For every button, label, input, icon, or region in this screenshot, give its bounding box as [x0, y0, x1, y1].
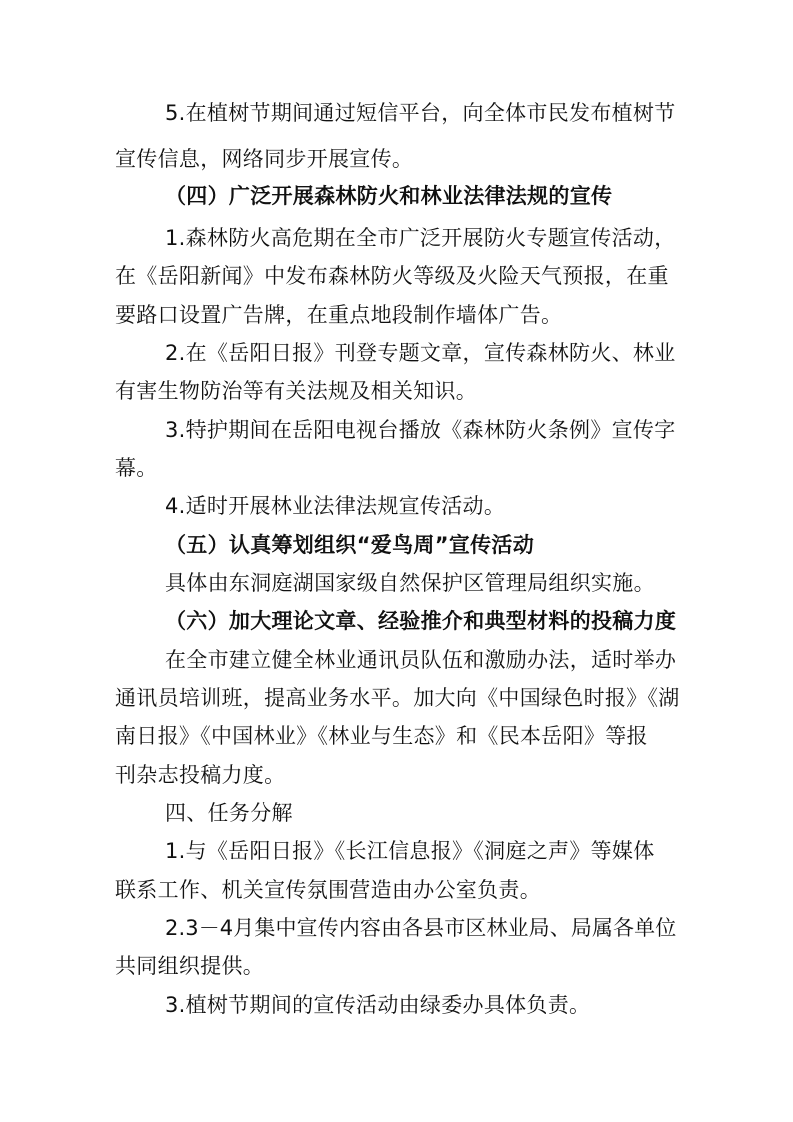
section4-item-1-line-1: 1.森林防火高危期在全市广泛开展防火专题宣传活动， — [165, 226, 676, 250]
section6-body-line-4: 刊杂志投稿力度。 — [115, 763, 286, 787]
section-heading-5: （五）认真筹划组织“爱鸟周”宣传活动 — [165, 533, 535, 557]
section4-item-4: 4.适时开展林业法律法规宣传活动。 — [165, 494, 506, 518]
chapter-heading-4: 四、任务分解 — [165, 801, 293, 825]
task-item-2-line-2: 共同组织提供。 — [115, 954, 265, 978]
section4-item-1-line-2: 在《岳阳新闻》中发布森林防火等级及火险天气预报，在重 — [115, 264, 669, 288]
section5-body: 具体由东洞庭湖国家级自然保护区管理局组织实施。 — [165, 571, 655, 595]
task-item-3: 3.植树节期间的宣传活动由绿委办具体负责。 — [165, 993, 591, 1017]
section4-item-1-line-3: 要路口设置广告牌，在重点地段制作墙体广告。 — [115, 303, 563, 327]
section-heading-6: （六）加大理论文章、经验推介和典型材料的投稿力度 — [165, 609, 677, 633]
task-item-2-line-1: 2.3－4月集中宣传内容由各县市区林业局、局属各单位 — [165, 916, 677, 940]
section6-body-line-2: 通讯员培训班，提高业务水平。加大向《中国绿色时报》《湖 — [115, 686, 680, 710]
section6-body-line-1: 在全市建立健全林业通讯员队伍和激励办法，适时举办 — [165, 648, 677, 672]
task-item-1-line-2: 联系工作、机关宣传氛围营造由办公室负责。 — [115, 878, 541, 902]
section4-item-2-line-2: 有害生物防治等有关法规及相关知识。 — [115, 379, 478, 403]
section4-item-2-line-1: 2.在《岳阳日报》刊登专题文章，宣传森林防火、林业 — [165, 341, 676, 365]
section4-item-3-line-2: 幕。 — [115, 456, 158, 480]
paragraph-5-line-2: 宣传信息，网络同步开展宣传。 — [115, 147, 414, 171]
section-heading-4: （四）广泛开展森林防火和林业法律法规的宣传 — [165, 184, 613, 208]
section6-body-line-3: 南日报》《中国林业》《林业与生态》和《民本岳阳》等报 — [115, 724, 648, 748]
paragraph-5-line-1: 5.在植树节期间通过短信平台，向全体市民发布植树节 — [165, 101, 676, 125]
task-item-1-line-1: 1.与《岳阳日报》《长江信息报》《洞庭之声》等媒体 — [165, 839, 655, 863]
section4-item-3-line-1: 3.特护期间在岳阳电视台播放《森林防火条例》宣传字 — [165, 418, 676, 442]
